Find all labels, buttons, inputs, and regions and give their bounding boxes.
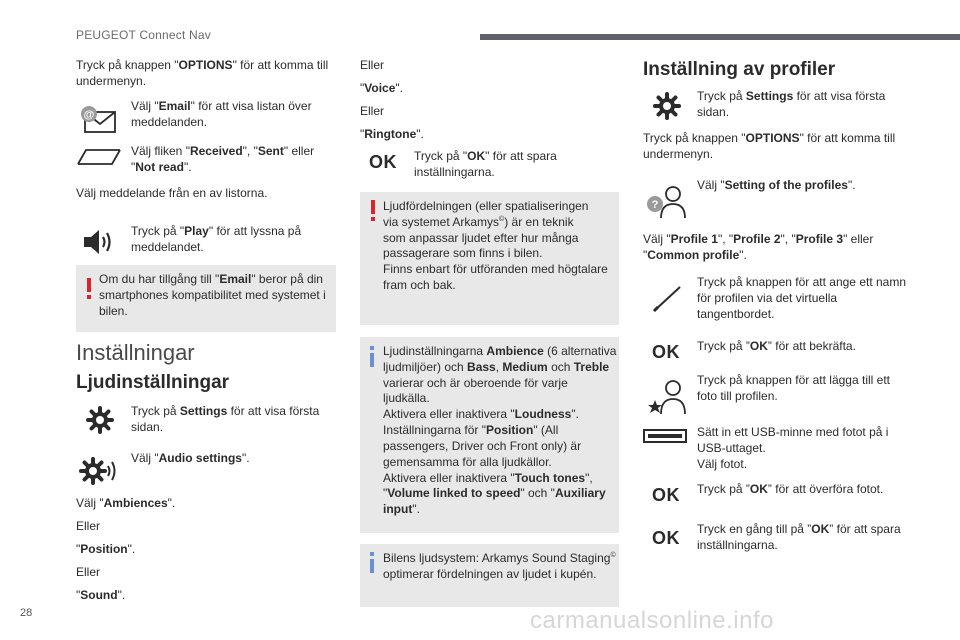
spatialisation-warning-text: Ljudfördelningen (eller spatialiseringen via systemet Arkamys©) är en teknik som anpassar ljudet efter hur många passagerare som finns i bilen. Finns enbart för utföranden med högtalare fram och bak.: [383, 199, 608, 293]
watermark: carmanualsonline.info: [530, 607, 774, 634]
select-message-text: Välj meddelande från en av listorna.: [76, 186, 268, 200]
options-instruction: Tryck på knappen "OPTIONS" för att komma till undermenyn.: [76, 58, 329, 88]
header-title: PEUGEOT Connect Nav: [76, 28, 211, 42]
save-instruction: Tryck en gång till på ”OK” för att spara inställningarna.: [697, 522, 901, 552]
pencil-icon: [650, 283, 684, 315]
profiles-instruction: Välj "Setting of the profiles".: [697, 178, 856, 192]
choose-profile-text: Välj "Profile 1", "Profile 2", "Profile 3" eller "Common profile".: [643, 232, 874, 262]
or-text: Eller: [76, 565, 101, 579]
position-text: "Position".: [76, 542, 136, 556]
ringtone-text: "Ringtone".: [360, 127, 424, 141]
ambiences-text: Välj "Ambiences".: [76, 496, 176, 510]
name-instruction: Tryck på knappen för att ange ett namn för profilen via det virtuella tangentbordet.: [697, 275, 907, 321]
or-text: Eller: [360, 58, 385, 72]
or-text: Eller: [76, 519, 101, 533]
ambience-info-text: Ljudinställningarna Ambience (6 alternativa ljudmiljöer) och Bass, Medium och Treble varierar och är oberoende för varje ljudkälla. Aktivera eller inaktivera "Loudness". Inställningarna för "Position" (All passengers, Driver och Front only) är gemensamma för alla ljudkällor. Aktivera eller inaktivera "Touch tones", "Volume linked to speed" och "Auxiliary input".: [383, 344, 617, 517]
ok-icon: OK: [652, 485, 680, 505]
usb-instruction: Sätt in ett USB-minne med fotot på i USB-uttaget. Välj fotot.: [697, 425, 889, 471]
profile-options-instruction: Tryck på knappen "OPTIONS" för att komma till undermenyn.: [643, 131, 896, 161]
settings-heading: Inställningar: [76, 340, 195, 365]
arkamys-info-text: Bilens ljudsystem: Arkamys Sound Staging© optimerar fördelningen av ljudet i kupén.: [383, 551, 616, 581]
page-number: 28: [20, 607, 33, 619]
play-instruction: Tryck på "Play" för att lyssna på meddelandet.: [131, 224, 302, 254]
audio-settings-instruction: Välj "Audio settings".: [131, 451, 250, 465]
usb-icon: [642, 428, 688, 444]
svg-text:?: ?: [651, 199, 659, 211]
sound-settings-heading: Ljudinställningar: [76, 372, 230, 393]
speaker-icon: [82, 226, 116, 258]
tab-icon: [76, 147, 122, 167]
photo-instruction: Tryck på knappen för att lägga till ett foto till profilen.: [697, 373, 890, 403]
email-instruction: Välj "Email" för att visa listan över meddelanden.: [131, 99, 312, 129]
profile-icon: [645, 184, 689, 220]
header-bar: [480, 34, 960, 40]
audio-settings-icon: [79, 456, 119, 486]
warning-icon: [85, 278, 93, 300]
ok-icon: OK: [369, 152, 397, 172]
warning-icon: [369, 200, 377, 222]
info-icon: [368, 552, 376, 574]
info-icon: [368, 346, 376, 368]
voice-text: "Voice".: [360, 81, 403, 95]
or-text: Eller: [360, 104, 385, 118]
confirm-instruction: Tryck på ”OK” för att bekräfta.: [697, 339, 856, 353]
email-icon: [79, 104, 119, 136]
ok-icon: OK: [652, 342, 680, 362]
add-photo-icon: [645, 378, 689, 416]
transfer-instruction: Tryck på ”OK” för att överföra fotot.: [697, 482, 884, 496]
tab-instruction: Välj fliken "Received", "Sent" eller "Not read".: [131, 144, 315, 174]
gear-icon: [86, 406, 114, 434]
ok-icon: OK: [652, 528, 680, 548]
ok-instruction: Tryck på "OK" för att spara inställningarna.: [414, 149, 557, 179]
settings-instruction: Tryck på Settings för att visa första sidan.: [131, 404, 320, 434]
sound-text: "Sound".: [76, 588, 126, 602]
profiles-heading: Inställning av profiler: [643, 59, 836, 80]
svg-text:@: @: [83, 109, 95, 121]
profile-settings-instruction: Tryck på Settings för att visa första sidan.: [697, 89, 886, 119]
gear-icon: [653, 92, 681, 120]
email-warning-text: Om du har tillgång till "Email" beror på din smartphones kompatibilitet med systemet i bilen.: [99, 272, 326, 318]
